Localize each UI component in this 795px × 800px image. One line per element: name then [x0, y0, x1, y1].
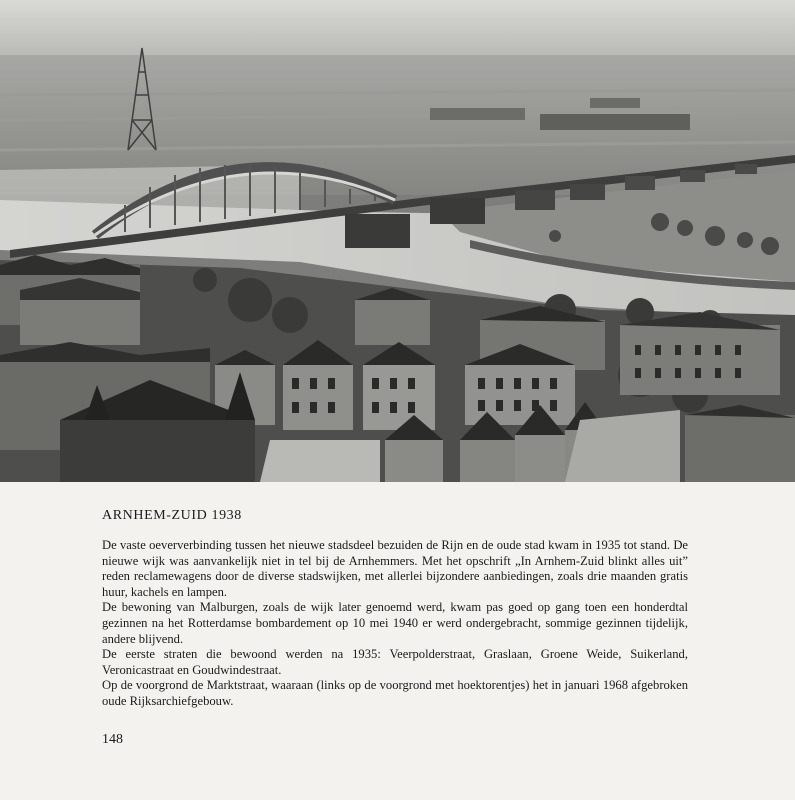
caption-paragraph: De vaste oeververbinding tussen het nieuwe stadsdeel bezuiden de Rijn en de oude stad kwam in 1935 tot stand. De nieuwe wijk was aanvankelijk niet in tel bij de Arnhemmers. Met het opschrift „In Arnhem-Zuid blinkt alles uit” reden reclamewagens door de diverse stadswijken, met allerlei bijzondere aanbiedingen, zoals drie maanden gratis huur, kachels en lampen.	[102, 538, 688, 599]
page-number: 148	[102, 732, 123, 747]
caption-title: ARNHEM-ZUID 1938	[102, 508, 242, 523]
caption-paragraph: Op de voorgrond de Marktstraat, waaraan (links op de voorgrond met hoektorentjes) het in januari 1968 afgebroken oude Rijksarchiefgebouw.	[102, 678, 688, 708]
caption-body	[102, 538, 688, 710]
caption-paragraph: De eerste straten die bewoond werden na 1935: Veerpolderstraat, Graslaan, Groene Weide, Suikerland, Veronicastraat en Goudwindestraat.	[102, 647, 688, 677]
caption-paragraph: De bewoning van Malburgen, zoals de wijk later genoemd werd, kwam pas goed op gang toen een honderdtal gezinnen na het Rotterdamse bombardement op 10 mei 1940 er werd ondergebracht, sommige gezinnen tijdelijk, andere blijvend.	[102, 600, 688, 646]
